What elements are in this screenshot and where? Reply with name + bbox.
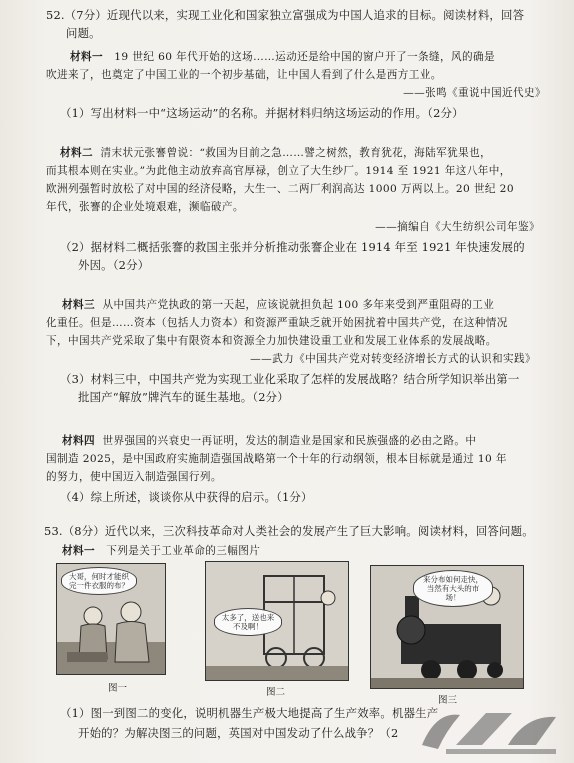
- site-watermark-logo: [416, 705, 566, 757]
- q52-material3-line1: [62, 298, 494, 313]
- q52-question3-line2: 批国产“解放”牌汽车的诞生基地。（2分）: [78, 390, 289, 404]
- q52-question2-line2: 外因。（2分）: [78, 258, 150, 272]
- figure-3-caption: 图三: [438, 695, 458, 706]
- q53-heading: 53.（8分）近代以来，三次科技革命对人类社会的发展产生了巨大影响。阅读材料，回答问题。: [44, 524, 534, 538]
- q52-material1-line1: [70, 50, 495, 65]
- q53-material1-intro: [62, 544, 260, 559]
- figure-2-caption: 图二: [266, 687, 286, 698]
- figure-2-cartoon: [205, 561, 349, 681]
- q53-question1-line2: 开始的？为解决图三的问题，英国对中国发动了什么战争？（2: [78, 726, 399, 740]
- figure-1-caption: 图一: [108, 683, 128, 694]
- q52-question1: （1）写出材料一中“这场运动”的名称。并据材料归纳这场运动的作用。（2分）: [60, 106, 464, 120]
- figure-1-cartoon: [56, 563, 166, 675]
- figure-3-speech-bubble: 来分布如何走快，当然有大头的市场！: [413, 570, 493, 607]
- q52-question4: （4）综上所述，谈谈你从中获得的启示。（1分）: [60, 490, 313, 504]
- q52-material2-line3: 欧洲列强暂时放松了对中国的经济侵略，大生一、二两厂利润高达 1000 万两以上。20 世纪 20: [46, 183, 514, 195]
- q52-material4-line2: 国制造 2025，是中国政府实施制造强国战略第一个十年的行动纲领，根本目标就是通过 10 年: [46, 453, 507, 465]
- q53-question1-line1: （1）图一到图二的变化，说明机器生产极大地提高了生产效率。机器生产: [60, 706, 439, 720]
- q52-material3-source: ——武力《中国共产党对转变经济增长方式的认识和实践》: [250, 353, 536, 365]
- figure-2-speech-bubble: 太多了，送也来不及啊！: [214, 608, 282, 636]
- q52-material2-line4: 年代，张謇的企业处境艰难，濒临破产。: [46, 201, 244, 213]
- material1-label: 材料一: [70, 51, 103, 63]
- q52-question3-line1: （3）材料三中，中国共产党为实现工业化采取了怎样的发展战略？结合所学知识举出第一: [60, 372, 520, 386]
- figure-3-cartoon: [370, 565, 524, 689]
- material4-text: 世界强国的兴衰史一再证明，发达的制造业是国家和民族强盛的必由之路。中: [102, 435, 477, 447]
- q52-material1-source: ——张鸣《重说中国近代史》: [403, 87, 546, 99]
- material2-label: 材料二: [60, 147, 93, 159]
- material3-label: 材料三: [62, 299, 95, 311]
- q53-material1-text: 下列是关于工业革命的三幅图片: [106, 545, 261, 557]
- q52-material2-line1: [60, 146, 491, 161]
- q52-material3-line3: 下，中国共产党采取了集中有限资本和资源全力加快建设重工业和发展工业体系的发展战略。: [46, 335, 497, 347]
- q52-material2-line2: 而其根本则在实业。”为此他主动放弃高官厚禄，创立了大生纱厂。1914 至 1921 年这八年中，: [46, 165, 511, 177]
- material3-text: 从中国共产党执政的第一天起，应该说就担负起 100 多年来受到严重阻碍的工业: [102, 299, 495, 311]
- q52-question2-line1: （2）据材料二概括张謇的救国主张并分析推动张謇企业在 1914 年至 1921 年快速发展的: [60, 240, 525, 254]
- figure-1-speech-bubble: 大哥，何时才能织完一件衣服的布？: [61, 567, 137, 595]
- material1-text: 19 世纪 60 年代开始的这场……运动还是给中国的窗户开了一条缝，风的确是: [114, 51, 495, 63]
- q52-material2-source: ——摘编自《大生纺织公司年鉴》: [375, 221, 540, 233]
- material2-text: 清末状元张謇曾说：“救国为目前之急……譬之树然，教育犹花，海陆军犹果也，: [100, 147, 492, 159]
- q52-material4-line1: [62, 434, 476, 449]
- q52-heading-line2: 问题。: [66, 26, 101, 40]
- q52-material1-line2: 吹进来了，也奠定了中国工业的一个初步基础，让中国人看到了什么是西方工业。: [46, 69, 442, 81]
- q52-material4-line3: 的努力，使中国迈入制造强国行列。: [46, 471, 222, 483]
- q52-heading-line1: 52.（7分）近现代以来，实现工业化和国家独立富强成为中国人追求的目标。阅读材料，回答: [46, 8, 525, 22]
- q53-material1-label: 材料一: [62, 545, 95, 557]
- material4-label: 材料四: [62, 435, 95, 447]
- q52-material3-line2: 化重任。但是……资本（包括人力资本）和资源严重缺乏就开始困扰着中国共产党，在这种情况: [46, 317, 508, 329]
